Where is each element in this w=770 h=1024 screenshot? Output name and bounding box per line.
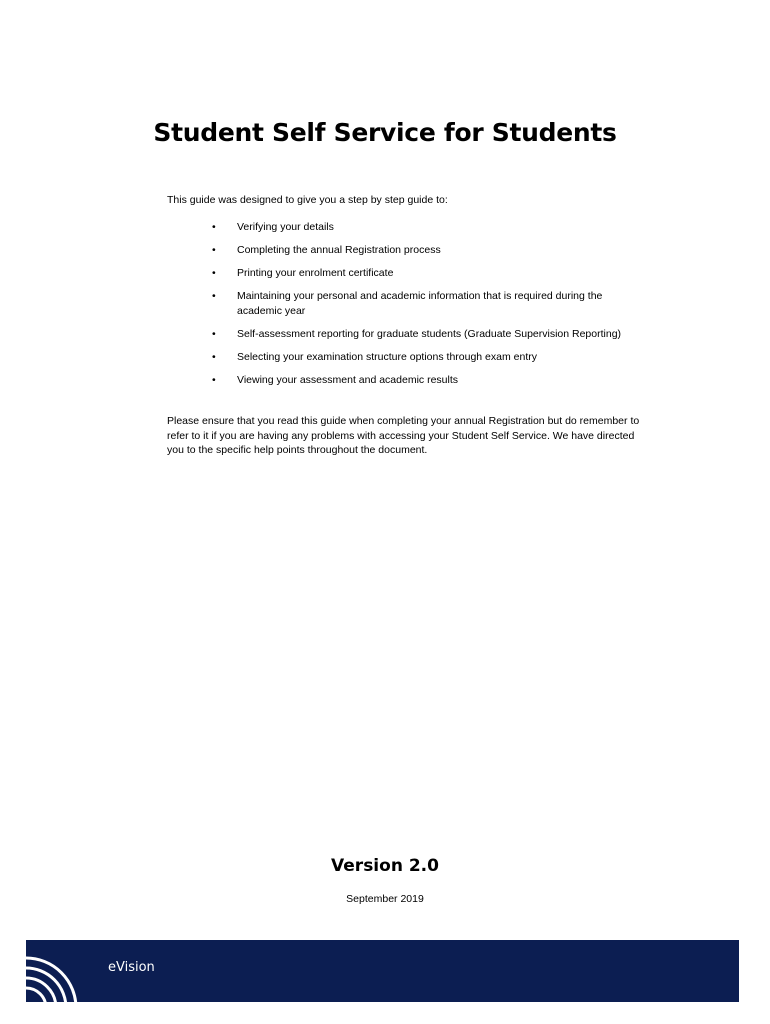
bullet-icon: • <box>212 244 216 256</box>
list-item-text: Verifying your details <box>237 221 334 233</box>
list-item-text: Maintaining your personal and academic information that is required during the academic year <box>237 290 603 317</box>
list-item <box>167 243 647 258</box>
footer-band <box>26 940 739 1002</box>
bullet-icon: • <box>212 221 216 233</box>
guide-topics-list <box>167 220 647 396</box>
list-item-text: Selecting your examination structure options through exam entry <box>237 351 537 363</box>
intro-text: This guide was designed to give you a step by step guide to: <box>167 194 448 206</box>
footer-brand-label: eVision <box>108 960 155 975</box>
closing-paragraph: Please ensure that you read this guide when completing your annual Registration but do remember to refer to it if you are having any problems with accessing your Student Self Service. We have directed you to the specific help points throughout the document. <box>167 415 640 456</box>
list-item <box>167 266 647 281</box>
bullet-icon: • <box>212 267 216 279</box>
bullet-icon: • <box>212 290 216 302</box>
date-label: September 2019 <box>346 893 424 905</box>
list-item <box>167 327 647 342</box>
signal-arcs-icon <box>26 940 96 1002</box>
list-item <box>167 373 647 388</box>
bullet-icon: • <box>212 351 216 363</box>
list-item-text: Self-assessment reporting for graduate students (Graduate Supervision Reporting) <box>237 328 622 340</box>
bullet-icon: • <box>212 374 216 386</box>
bullet-icon: • <box>212 328 216 340</box>
document-title: Student Self Service for Students <box>153 118 617 147</box>
list-item-text: Completing the annual Registration process <box>237 244 441 256</box>
list-item-text: Printing your enrolment certificate <box>237 267 394 279</box>
list-item <box>167 289 647 319</box>
list-item <box>167 350 647 365</box>
list-item-text: Viewing your assessment and academic results <box>237 374 458 386</box>
list-item <box>167 220 647 235</box>
version-label: Version 2.0 <box>331 856 439 876</box>
